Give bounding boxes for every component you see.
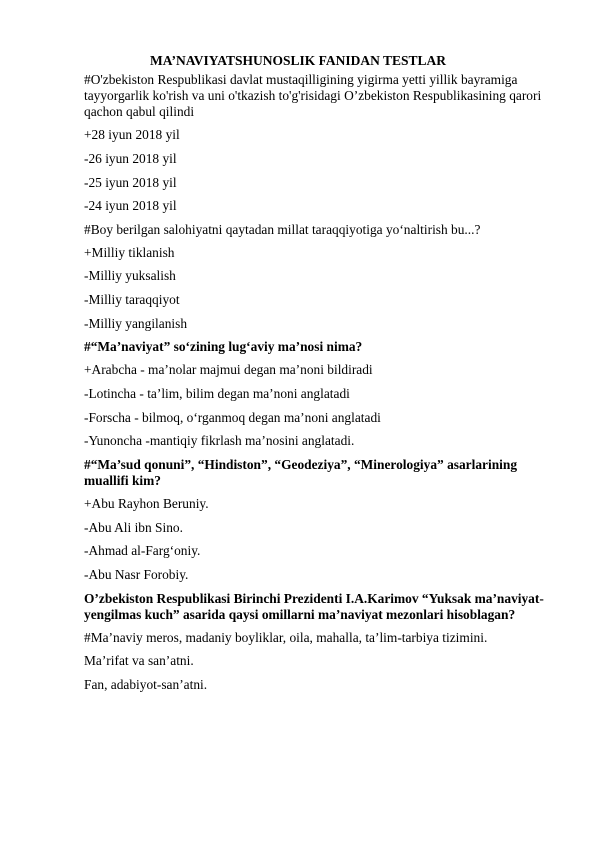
answer-option: Ma’rifat va san’atni. bbox=[84, 653, 194, 669]
answer-option: -Milliy yangilanish bbox=[84, 315, 188, 331]
test-content bbox=[84, 72, 544, 701]
answer-option: -Milliy yuksalish bbox=[84, 268, 176, 284]
answer-option: -26 iyun 2018 yil bbox=[84, 150, 177, 166]
answer-option: Fan, adabiyot-san’atni. bbox=[84, 676, 208, 692]
question-text: #“Ma’sud qonuni”, “Hindiston”, “Geodeziya”, “Minerologiya” asarlarining muallifi kim? bbox=[84, 456, 518, 489]
answer-option: -25 iyun 2018 yil bbox=[84, 174, 177, 190]
answer-option: +Abu Rayhon Beruniy. bbox=[84, 495, 209, 511]
question-text: #Boy berilgan salohiyatni qaytadan millat taraqqiyotiga yo‘naltirish bu...? bbox=[84, 221, 481, 237]
answer-option: #Ma’naviy meros, madaniy boyliklar, oila, mahalla, ta’lim-tarbiya tizimini. bbox=[84, 629, 488, 645]
answer-option: -Abu Nasr Forobiy. bbox=[84, 566, 189, 582]
answer-option: +Arabcha - ma’nolar majmui degan ma’noni bildiradi bbox=[84, 362, 373, 378]
answer-option: -Forscha - bilmoq, o‘rganmoq degan ma’noni anglatadi bbox=[84, 409, 381, 425]
answer-option: +28 iyun 2018 yil bbox=[84, 127, 180, 143]
answer-option: -Lotincha - ta’lim, bilim degan ma’noni anglatadi bbox=[84, 385, 350, 401]
question-text: #O'zbekiston Respublikasi davlat mustaqilligining yigirma yetti yillik bayramiga tayyorgarlik ko'rish va uni o'tkazish to'g'risidagi O’zbekiston Respublikasining qarori qachon qabul qilindi bbox=[84, 72, 542, 120]
answer-option: +Milliy tiklanish bbox=[84, 244, 175, 260]
document-title: MA’NAVIYATSHUNOSLIK FANIDAN TESTLAR bbox=[149, 53, 447, 68]
question-text: O’zbekiston Respublikasi Birinchi Prezidenti I.A.Karimov “Yuksak ma’naviyat-yengilmas kuch” asarida qaysi omillarni ma’naviyat mezonlari hisoblagan? bbox=[84, 590, 544, 622]
answer-option: -Abu Ali ibn Sino. bbox=[84, 519, 183, 535]
answer-option: -Yunoncha -mantiqiy fikrlash ma’nosini anglatadi. bbox=[84, 433, 355, 449]
answer-option: -24 iyun 2018 yil bbox=[84, 198, 177, 214]
question-text: #“Ma’naviyat” so‘zining lug‘aviy ma’nosi nima? bbox=[84, 339, 363, 355]
answer-option: -Ahmad al-Farg‘oniy. bbox=[84, 543, 201, 559]
answer-option: -Milliy taraqqiyot bbox=[84, 292, 180, 308]
